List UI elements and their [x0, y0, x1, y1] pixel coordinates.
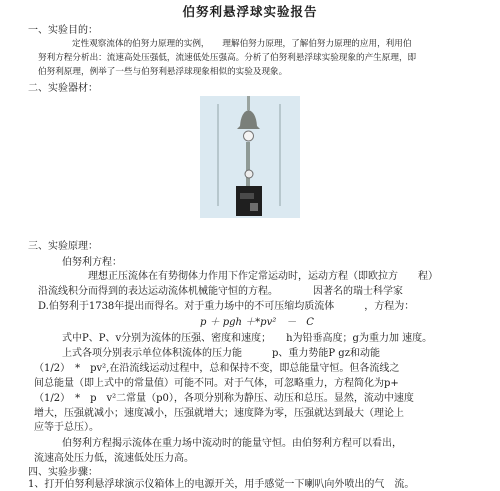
equipment-heading: 二、实验器材：: [28, 83, 98, 94]
blower-cabinet: [236, 186, 262, 216]
principle-line: 应等于总压）。: [34, 422, 99, 433]
step-line: 1、打开伯努利悬浮球演示仪箱体上的电源开关，用手感觉一下喇叭向外喷出的气 流。: [28, 479, 415, 490]
air-pipe: [247, 96, 250, 110]
cabinet-vent: [250, 203, 258, 211]
purpose-line: 定性观察流体的伯努力原理的实例， 理解伯努力原理，了解伯努力原理的应用，利用伯: [72, 39, 412, 49]
bernoulli-heading: 伯努利方程：: [62, 257, 122, 268]
principle-heading: 三、实验原理：: [28, 241, 98, 252]
bell-icon: [237, 110, 260, 129]
principle-line: （1/2） * pv²,在沿流线运动过程中，总和保持不变，即总能量守恒。但各流线之: [34, 363, 400, 374]
power-switch-icon: [240, 193, 254, 199]
principle-line: 沿流线积分而得到的表达运动流体机械能守恒的方程。 因著名的瑞士科学家: [38, 286, 403, 297]
principle-line: 式中P、P、v分别为流体的压强、密度和速度； h为铅垂高度；g为重力加 速度。: [62, 333, 433, 344]
principle-line: 增大，压强就减小；速度减小，压强就增大；速度降为零，压强就达到最大（理论上: [34, 408, 404, 419]
principle-line: 伯努利方程揭示流体在重力场中流动时的能量守恒。由伯努利方程可以看出，: [62, 438, 402, 449]
bernoulli-formula: p ＋ pgh ＋*pv² － C: [200, 317, 314, 328]
purpose-line: 伯努利原理，例举了一些与伯努利悬浮球现象相似的实验及现象。: [38, 67, 288, 77]
apparatus-figure: [200, 96, 300, 218]
spare-ball-icon: [245, 170, 253, 178]
principle-line: 理想正压流体在有势彻体力作用下作定常运动时，运动方程（即欧拉方 程）: [88, 271, 438, 282]
principle-line: 间总能量（即上式中的常量值）可能不同。对于气体，可忽略重力，方程简化为p+: [34, 378, 399, 389]
principle-line: D.伯努利于1738年提出而得名。对于重力场中的不可压缩均质流体 ，方程为：: [38, 301, 415, 312]
principle-line: 流速高处压力低，流速低处压力高。: [34, 453, 194, 464]
floating-ball-icon: [244, 131, 254, 141]
report-title: 伯努利悬浮球实验报告: [182, 4, 318, 19]
principle-line: （1/2） * p v²二常量（p0），各项分别称为静压、动压和总压。显然，流动中速度: [34, 393, 414, 404]
principle-line: 上式各项分别表示单位体积流体的压力能 p、重力势能P gz和动能: [62, 348, 380, 359]
apparatus-illustration: [200, 96, 300, 218]
steps-heading: 四、实验步骤：: [28, 467, 98, 478]
purpose-line: 努利方程分析出：流速高处压强低，流速低处压强高。分析了伯努利悬浮球实验现象的产生原理，即: [38, 53, 417, 63]
purpose-heading: 一、实验目的：: [28, 25, 98, 36]
